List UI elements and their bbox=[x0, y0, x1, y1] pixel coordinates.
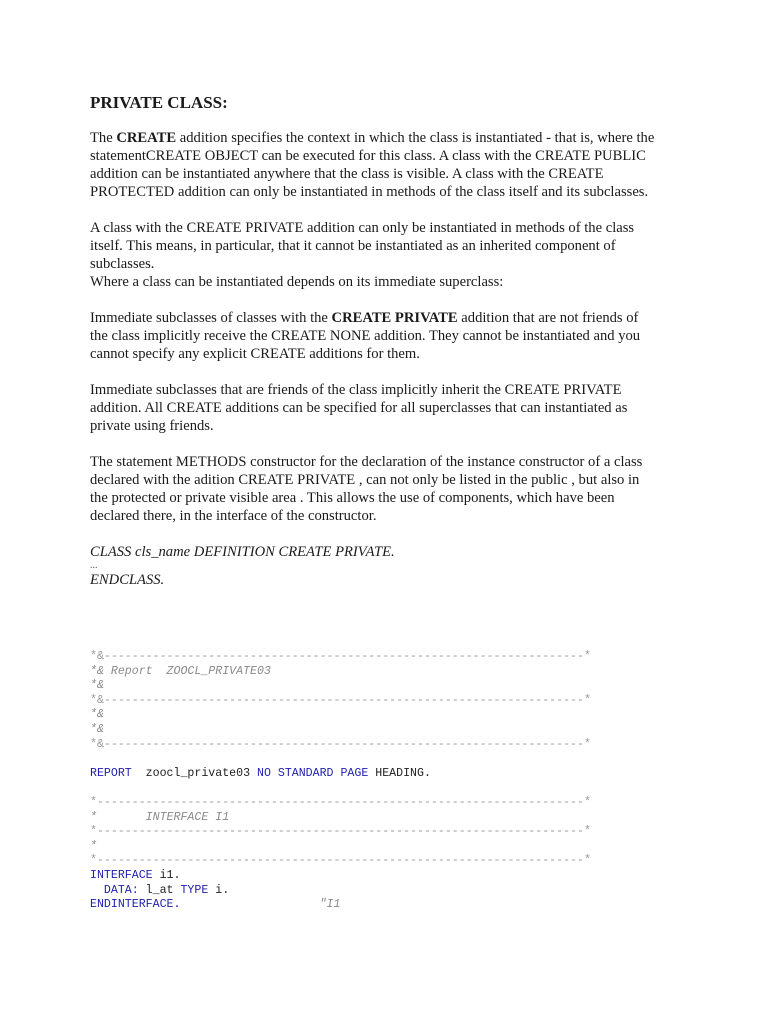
syntax-line: ENDCLASS. bbox=[90, 572, 165, 588]
code-text: zoocl_private03 bbox=[131, 766, 257, 780]
page-title: PRIVATE CLASS: bbox=[90, 93, 228, 112]
code-comment-rule: *----------------------------------------------------------------------* bbox=[90, 795, 591, 809]
code-text: l_at bbox=[138, 883, 181, 897]
bold-term: CREATE PRIVATE bbox=[331, 310, 458, 326]
paragraph-line: Immediate subclasses that are friends of the class implicitly inherit the CREATE PRIVATE bbox=[90, 382, 622, 398]
code-keyword: ENDINTERFACE. bbox=[90, 898, 181, 912]
code-comment: *& bbox=[90, 708, 104, 722]
paragraph-line bbox=[90, 129, 690, 147]
paragraph-line: A class with the CREATE PRIVATE addition can only be instantiated in methods of the class bbox=[90, 220, 635, 236]
paragraph-line: declared there, in the interface of the constructor. bbox=[90, 508, 377, 524]
code-comment-rule: *----------------------------------------------------------------------* bbox=[90, 854, 591, 868]
paragraph-constructor bbox=[90, 453, 690, 525]
abap-code-block bbox=[90, 650, 690, 913]
code-comment: *& bbox=[90, 679, 104, 693]
code-keyword: DATA: bbox=[90, 883, 139, 897]
text-run: The bbox=[90, 130, 117, 146]
code-keyword: NO STANDARD PAGE bbox=[256, 766, 369, 780]
code-comment: *& Report ZOOCL_PRIVATE03 bbox=[90, 664, 271, 678]
text-run: addition that are not friends of bbox=[457, 310, 639, 326]
paragraph-line: Where a class can be instantiated depends on its immediate superclass: bbox=[90, 274, 504, 290]
code-keyword: REPORT bbox=[90, 766, 132, 780]
paragraph-line: the protected or private visible area . This allows the use of components, which have been bbox=[90, 490, 615, 506]
text-run: addition specifies the context in which the class is instantiated - that is, where the bbox=[176, 130, 655, 146]
code-text: HEADING. bbox=[368, 766, 431, 780]
code-text: i. bbox=[208, 883, 230, 897]
code-comment: * INTERFACE I1 bbox=[90, 810, 230, 824]
paragraph-subclasses-not-friends bbox=[90, 309, 690, 363]
code-text: i1. bbox=[152, 868, 181, 882]
code-comment-rule: *&---------------------------------------------------------------------* bbox=[90, 737, 591, 751]
paragraph-create-addition bbox=[90, 129, 690, 201]
paragraph-line: The statement METHODS constructor for the declaration of the instance constructor of a class bbox=[90, 454, 643, 470]
paragraph-subclasses-friends bbox=[90, 381, 690, 435]
code-blank-line bbox=[90, 781, 690, 796]
code-endinterface-statement bbox=[90, 898, 690, 913]
paragraph-line: subclasses. bbox=[90, 256, 155, 272]
code-comment-rule: *&---------------------------------------------------------------------* bbox=[90, 650, 591, 663]
paragraph-line: PROTECTED addition can only be instantiated in methods of the class itself and its subclasses. bbox=[90, 184, 649, 200]
code-inline-comment: "I1 bbox=[180, 898, 341, 912]
text-run: Immediate subclasses of classes with the bbox=[90, 310, 332, 326]
code-keyword: TYPE bbox=[180, 883, 209, 897]
paragraph-line: cannot specify any explicit CREATE additions for them. bbox=[90, 346, 420, 362]
paragraph-line: addition can be instantiated anywhere that the class is visible. A class with the CREATE bbox=[90, 166, 604, 182]
paragraph-line: private using friends. bbox=[90, 418, 214, 434]
paragraph-line: statementCREATE OBJECT can be executed for this class. A class with the CREATE PUBLIC bbox=[90, 148, 646, 164]
paragraph-line: declared with the adition CREATE PRIVATE , can not only be listed in the public , but also in bbox=[90, 472, 640, 488]
code-blank-line bbox=[90, 752, 690, 767]
code-comment-rule: *----------------------------------------------------------------------* bbox=[90, 825, 591, 839]
paragraph-create-private bbox=[90, 219, 690, 291]
bold-term: CREATE bbox=[116, 130, 177, 146]
syntax-example bbox=[90, 543, 690, 589]
syntax-line: CLASS cls_name DEFINITION CREATE PRIVATE. bbox=[90, 544, 395, 560]
paragraph-line bbox=[90, 309, 690, 327]
code-report-statement bbox=[90, 767, 690, 782]
code-comment-rule: *&---------------------------------------------------------------------* bbox=[90, 693, 591, 707]
code-comment: *& bbox=[90, 722, 104, 736]
syntax-ellipsis: ... bbox=[90, 560, 98, 571]
document-body bbox=[90, 92, 690, 589]
code-data-statement bbox=[90, 884, 690, 899]
paragraph-line: the class implicitly receive the CREATE NONE addition. They cannot be instantiated and you bbox=[90, 328, 641, 344]
code-keyword: INTERFACE bbox=[90, 868, 153, 882]
code-interface-statement bbox=[90, 869, 690, 884]
paragraph-line: itself. This means, in particular, that it cannot be instantiated as an inherited component of bbox=[90, 238, 616, 254]
paragraph-line: addition. All CREATE additions can be specified for all superclasses that can instantiated as bbox=[90, 400, 628, 416]
code-comment: * bbox=[90, 839, 97, 853]
